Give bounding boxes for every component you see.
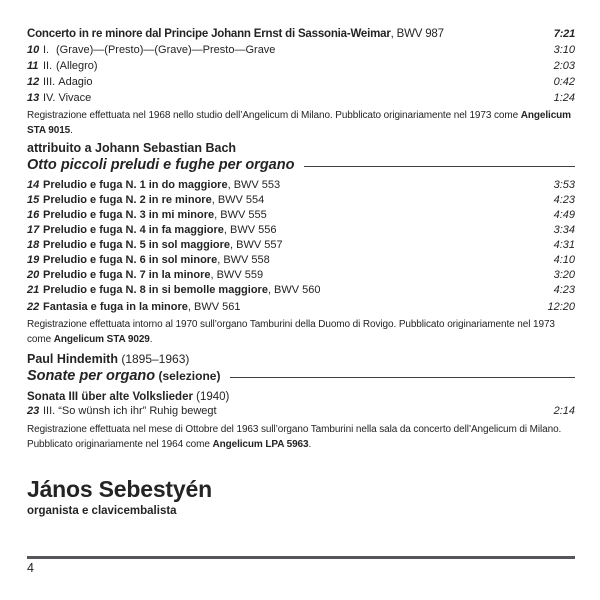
work-title: Sonate per organo <box>27 368 156 384</box>
track-title: (Allegro) <box>56 60 98 72</box>
track-row <box>27 283 575 298</box>
track-time: 4:23 <box>553 284 575 296</box>
recording-note-concerto <box>27 108 575 138</box>
track-row <box>27 208 575 223</box>
track-time: 3:10 <box>553 44 575 56</box>
track-time: 3:53 <box>553 179 575 191</box>
track-movement-numeral: II. <box>43 60 53 72</box>
track-title-line <box>43 253 270 268</box>
artist-name: János Sebestyén <box>27 476 212 502</box>
track-number: 22 <box>27 301 40 313</box>
track-time: 3:20 <box>553 269 575 281</box>
subwork-year: (1940) <box>192 391 230 403</box>
track-title: (Grave)—(Presto)—(Grave)—Presto—Grave <box>56 44 276 56</box>
note-catalog-bold: Angelicum STA 9029 <box>53 334 150 345</box>
track-number: 13 <box>27 92 40 104</box>
track-title: Preludio e fuga N. 6 in sol minore <box>43 254 218 266</box>
track-catalog: , BWV 561 <box>187 301 241 313</box>
work-catalog: , BWV 987 <box>390 28 444 40</box>
track-catalog: , BWV 555 <box>214 209 267 221</box>
track-catalog: , BWV 558 <box>217 254 270 266</box>
bach-track-list <box>27 178 575 298</box>
heading-rule <box>304 166 575 168</box>
track-row <box>27 253 575 268</box>
track-row <box>27 178 575 193</box>
track-title: Preludio e fuga N. 8 in si bemolle maggiore <box>43 284 268 296</box>
track-title: “So wünsh ich ihr” Ruhig bewegt <box>58 405 217 417</box>
track-title: Vivace <box>58 92 92 104</box>
track-number: 21 <box>27 284 40 296</box>
artist-role: organista e clavicembalista <box>27 505 177 517</box>
track-number: 10 <box>27 44 40 56</box>
note-text: Registrazione effettuata intorno al 1970 sull’organo Tamburini della Duomo di Rovigo. Pubblicato originariamente nel 1973 come <box>27 319 555 345</box>
track-movement-numeral: III. <box>43 405 56 417</box>
track-row-finale <box>27 300 575 315</box>
track-number: 18 <box>27 239 40 251</box>
track-row <box>27 223 575 238</box>
track-title-line <box>43 178 280 193</box>
track-title: Adagio <box>58 76 93 88</box>
track-catalog: , BWV 560 <box>267 284 321 296</box>
note-catalog-bold: Angelicum STA 9015 <box>27 110 571 136</box>
track-time: 4:31 <box>553 239 575 251</box>
track-catalog: , BWV 559 <box>210 269 264 281</box>
note-period: . <box>308 439 312 450</box>
work-heading-bach <box>27 156 575 175</box>
track-number: 14 <box>27 179 40 191</box>
track-time: 3:34 <box>553 224 575 236</box>
work-title-line <box>27 26 444 42</box>
track-time: 1:24 <box>553 92 575 104</box>
heading-rule <box>230 377 575 379</box>
track-time: 4:23 <box>553 194 575 206</box>
composer-name: Paul Hindemith <box>27 352 118 366</box>
track-time: 12:20 <box>547 301 575 313</box>
note-text: Registrazione effettuata nel 1968 nello studio dell’Angelicum di Milano. Pubblicato originariamente nel 1973 come <box>27 110 521 121</box>
track-title-line <box>43 283 321 298</box>
track-title: Fantasia e fuga in la minore <box>43 301 188 313</box>
concerto-track-list <box>27 42 575 106</box>
section-bach <box>27 141 575 347</box>
track-title-line <box>43 268 263 283</box>
work-selection-note: (selezione) <box>155 369 221 383</box>
page-number: 4 <box>27 561 34 575</box>
section-hindemith <box>27 352 575 452</box>
track-time: 2:14 <box>553 405 575 417</box>
track-row <box>27 58 575 74</box>
track-number: 23 <box>27 405 40 417</box>
track-catalog: , BWV 554 <box>211 194 265 206</box>
track-row <box>27 74 575 90</box>
track-title-line <box>43 193 264 208</box>
track-catalog: , BWV 553 <box>227 179 281 191</box>
track-time: 2:03 <box>553 60 575 72</box>
track-movement-numeral: III. <box>43 76 56 88</box>
footer-rule <box>27 556 575 559</box>
work-duration: 7:21 <box>553 28 575 40</box>
track-row <box>27 268 575 283</box>
track-title: Preludio e fuga N. 2 in re minore <box>43 194 212 206</box>
track-row <box>27 90 575 106</box>
attribution-line: attribuito a Johann Sebastian Bach <box>27 141 237 155</box>
note-text: Registrazione effettuata nel mese di Ottobre del 1963 sull’organo Tamburini nella sala da concerto dell’Angelicum di Milano. Pubblicato originariamente nel 1964 come <box>27 424 562 450</box>
subwork-title: Sonata III über alte Volkslieder <box>27 391 193 403</box>
section-artist <box>27 476 575 518</box>
track-movement-numeral: IV. <box>43 92 56 104</box>
track-number: 11 <box>27 60 39 72</box>
work-title: Concerto in re minore dal Principe Johann Ernst di Sassonia-Weimar <box>27 28 391 40</box>
track-movement-numeral: I. <box>43 44 50 56</box>
track-title: Preludio e fuga N. 1 in do maggiore <box>43 179 228 191</box>
track-title-line <box>43 238 283 253</box>
track-title: Preludio e fuga N. 3 in mi minore <box>43 209 215 221</box>
work-title: Otto piccoli preludi e fughe per organo <box>27 157 295 173</box>
recording-note-hindemith <box>27 422 575 452</box>
track-number: 16 <box>27 209 40 221</box>
track-row-hindemith <box>27 404 575 419</box>
track-catalog: , BWV 556 <box>223 224 277 236</box>
note-period: . <box>149 334 153 345</box>
track-time: 0:42 <box>553 76 575 88</box>
track-catalog: , BWV 557 <box>230 239 283 251</box>
track-number: 15 <box>27 194 40 206</box>
track-row <box>27 238 575 253</box>
work-heading-hindemith <box>27 367 575 386</box>
track-time: 4:10 <box>553 254 575 266</box>
section-concerto <box>27 26 575 138</box>
track-title-line <box>43 223 277 238</box>
note-period: . <box>70 125 73 136</box>
track-title: Preludio e fuga N. 4 in fa maggiore <box>43 224 224 236</box>
composer-line <box>27 352 575 367</box>
track-title: Preludio e fuga N. 5 in sol maggiore <box>43 239 231 251</box>
track-title-line <box>43 208 267 223</box>
track-time: 4:49 <box>553 209 575 221</box>
page-content <box>27 26 575 518</box>
work-heading-concerto <box>27 26 575 42</box>
track-number: 20 <box>27 269 40 281</box>
track-number: 12 <box>27 76 40 88</box>
note-catalog-bold: Angelicum LPA 5963 <box>212 439 309 450</box>
recording-note-bach <box>27 317 575 347</box>
track-row <box>27 193 575 208</box>
composer-dates: (1895–1963) <box>117 352 190 366</box>
track-title-line <box>43 300 240 315</box>
track-number: 19 <box>27 254 40 266</box>
track-row <box>27 42 575 58</box>
subwork-line <box>27 390 575 404</box>
track-title: Preludio e fuga N. 7 in la minore <box>43 269 211 281</box>
track-number: 17 <box>27 224 40 236</box>
